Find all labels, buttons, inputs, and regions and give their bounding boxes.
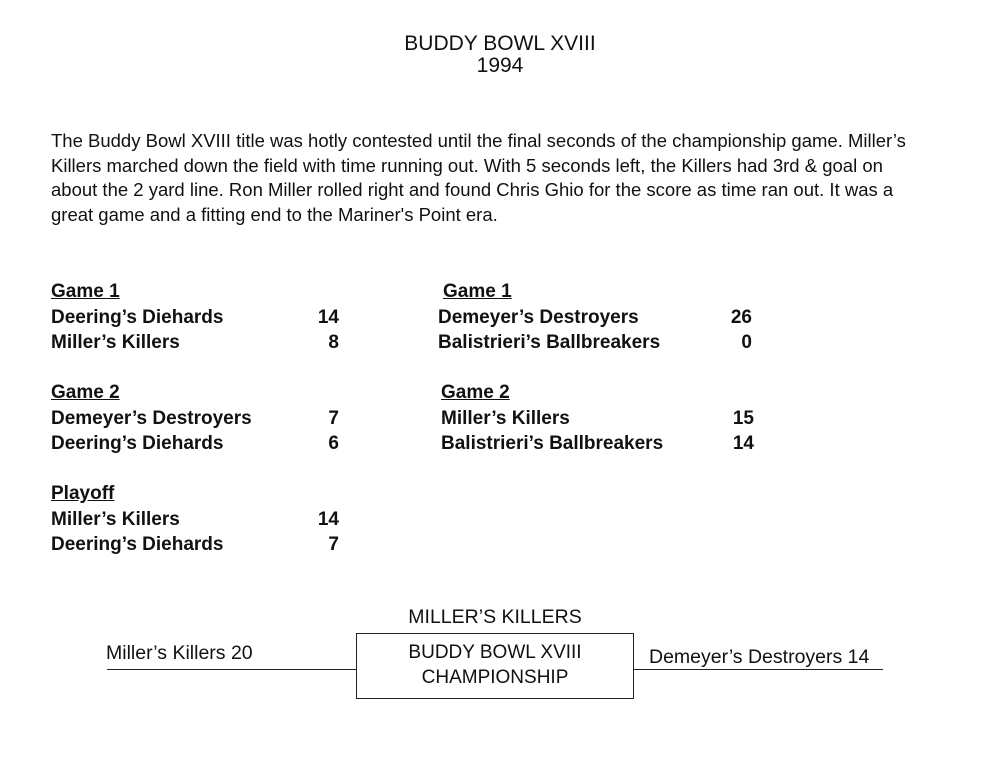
bracket-team-left: Miller’s Killers 20 — [106, 642, 253, 664]
game-block-playoff — [51, 481, 339, 558]
title-year: 1994 — [476, 54, 524, 77]
bracket-line-right — [633, 669, 883, 670]
team-name: Miller’s Killers — [51, 508, 180, 530]
team-score: 7 — [328, 407, 339, 429]
team-name: Balistrieri’s Ballbreakers — [441, 433, 664, 454]
team-score: 7 — [328, 534, 339, 555]
game-row — [51, 431, 339, 457]
champion-label: MILLER’S KILLERS — [408, 606, 582, 628]
game-row — [51, 507, 339, 533]
team-score: 14 — [317, 306, 339, 328]
game-row — [438, 305, 752, 331]
bracket-line-left — [107, 669, 357, 670]
game-block-right-game2 — [441, 380, 754, 457]
team-name: Demeyer’s Destroyers — [438, 306, 639, 328]
team-score: 6 — [328, 433, 339, 454]
championship-box — [356, 633, 634, 699]
game-row — [51, 406, 339, 432]
intro-paragraph: The Buddy Bowl XVIII title was hotly contested until the final seconds of the championship game. Miller’s Killers marched down the field with time running out. With 5 seconds left, the Killers had 3rd & goal on about the 2 yard line. Ron Miller rolled right and found Chris Ghio for the score as time ran out. It was a great game and a fitting end to the Mariner's Point era. — [51, 130, 906, 225]
game-row — [51, 532, 339, 558]
game-row — [441, 406, 754, 432]
game-row — [51, 330, 339, 356]
team-score: 15 — [732, 407, 754, 429]
team-score: 0 — [741, 332, 752, 353]
team-name: Miller’s Killers — [51, 332, 180, 353]
game-row — [438, 330, 752, 356]
title-text: BUDDY BOWL XVIII — [404, 32, 596, 55]
team-name: Miller’s Killers — [441, 407, 570, 429]
championship-box-subtitle: CHAMPIONSHIP — [421, 667, 569, 688]
game-block-left-game1 — [51, 279, 339, 356]
game-heading: Game 1 — [51, 281, 120, 302]
game-row — [51, 305, 339, 331]
team-name: Deering’s Diehards — [51, 306, 224, 328]
team-score: 14 — [317, 508, 339, 530]
bracket-team-right: Demeyer’s Destroyers 14 — [649, 646, 870, 668]
game-heading: Game 1 — [443, 281, 512, 302]
championship-box-title: BUDDY BOWL XVIII — [408, 642, 582, 663]
page-title — [0, 33, 1000, 77]
game-heading: Playoff — [51, 483, 115, 504]
team-name: Deering’s Diehards — [51, 433, 224, 454]
team-score: 8 — [328, 332, 339, 353]
game-block-left-game2 — [51, 380, 339, 457]
game-block-right-game1 — [438, 279, 752, 356]
team-name: Demeyer’s Destroyers — [51, 407, 252, 429]
game-heading: Game 2 — [51, 382, 120, 403]
team-name: Balistrieri’s Ballbreakers — [438, 332, 661, 353]
game-row — [441, 431, 754, 457]
team-name: Deering’s Diehards — [51, 534, 224, 555]
team-score: 26 — [730, 306, 752, 328]
game-heading: Game 2 — [441, 382, 510, 403]
team-score: 14 — [732, 433, 754, 454]
